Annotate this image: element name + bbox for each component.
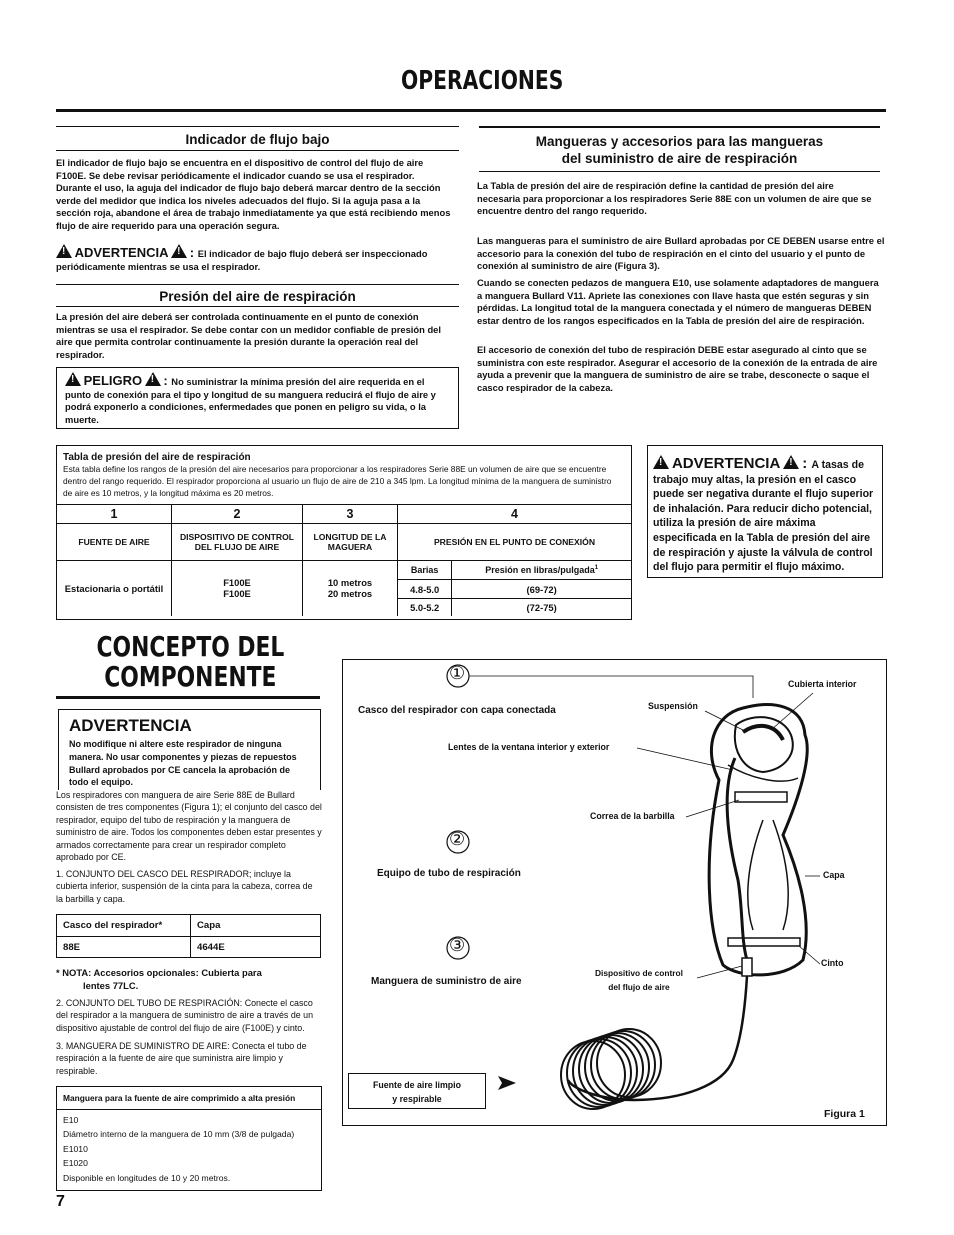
hose-box-line: E10: [63, 1115, 79, 1125]
hoses-heading-line: del suministro de aire de respiración: [561, 151, 798, 166]
warning-text-head: A tasas: [811, 459, 849, 471]
hoses-heading-line: Mangueras y accesorios para las mangueras: [535, 134, 824, 149]
pressure-table-desc: Esta tabla define los rangos de la presión del aire necesarios para proporcionar a los respiradores Serie 88E un volumen de aire que se encuentre dentro del rango requerido. El respirador proporciona al usuario un flujo de aire de 210 a 345 lpm. La longitud mínima de la manguera de suministro de aire es 10 metros, y la longitud máxima es 20 metros.: [63, 464, 612, 498]
section-rule: [56, 150, 459, 151]
concept-p2: 1. CONJUNTO DEL CASCO DEL RESPIRADOR; incluye la cubierta inferior, suspensión de la cinta para la cabeza, correa de la barbilla y capa.: [56, 869, 313, 904]
warning-icon: [56, 244, 72, 258]
low-flow-body: El indicador de flujo bajo se encuentra en el dispositivo de control del flujo de aire F100E. Se debe revisar periódicamente el indicador cuando se usa el respirador. Durante el uso, la aguja del indicador de flujo bajo deberá marcar dentro de la sección verde del medidor que indica los niveles adecuados del flujo. Si la aguja pasa a la sección roja, abandone el área de trabajo inmediatamente ya que está recibiendo menos flujo de aire requerido para una operación segura.: [56, 157, 451, 231]
hose-box-line: Disponible en longitudes de 10 y 20 metros.: [63, 1172, 231, 1183]
psi-value: (69-72): [452, 580, 631, 599]
concept-warning-box: [58, 709, 321, 790]
hoses-p1: La Tabla de presión del aire de respiración define la cantidad de presión del aire necesaria para proporcionar a los respiradores Serie 88E con un volumen de aire que se encuentre dentro del rango requerido.: [477, 180, 872, 217]
page-title: OPERACIONES: [401, 66, 564, 96]
section-rule: [56, 306, 459, 307]
col-number: 3: [303, 505, 398, 524]
helmet-table-value: 88E: [57, 937, 191, 958]
helmet-table-value: 4644E: [191, 937, 321, 958]
helmet-table-header: Casco del respirador*: [57, 915, 191, 937]
figure-caption: Figura 1: [824, 1108, 865, 1120]
warning-text: El indicador de bajo flujo deberá ser inspeccionado periódicamente mientras se usa el respirador.: [56, 248, 428, 272]
label-cubierta: Cubierta interior: [788, 679, 857, 689]
low-flow-heading: Indicador de flujo bajo: [185, 132, 330, 147]
danger-box: ! PELIGRO ! : No suministrar la mínima presión del aire requerida en el punto de conexión para el tipo y longitud de su manguera reducirá el flujo de aire y podrá exponerlo a condiciones, enfermedades que ponen en peligro su vida, o la muerte.: [56, 367, 459, 429]
concept-title-line: COMPONENTE: [103, 660, 277, 693]
sub-header: Presión en libras/pulgada$^1$: [452, 561, 631, 580]
note-line: * NOTA: Accesorios opcionales: Cubierta para: [56, 967, 262, 978]
concept-p1: Los respiradores con manguera de aire Serie 88E de Bullard consisten de tres componentes (Figura 1); el conjunto del casco del respirador, equipo del tubo de respiración y la manguera de suministro de aire. Todos los componentes deben estar presentes y armados correctamente para crear un respirador completo aprobado por CE.: [56, 790, 322, 863]
col-number: 1: [57, 505, 172, 524]
low-flow-warning: ! ADVERTENCIA ! : El indicador de bajo flujo deberá ser inspeccionado periódicamente mientras se usa el respirador.: [56, 244, 452, 273]
hose-box-line: Diámetro interno de la manguera de 10 mm (3/8 de pulgada): [63, 1129, 295, 1140]
warning-icon: [145, 372, 161, 386]
concept-note: [56, 967, 262, 992]
label-dispositivo: [595, 966, 683, 994]
label-fuente-box: [348, 1073, 486, 1109]
helmet-table-header: Capa: [191, 915, 321, 937]
label-lentes: Lentes de la ventana interior y exterior: [448, 742, 610, 752]
hoses-p2: Las mangueras para el suministro de aire Bullard aprobadas por CE DEBEN usarse entre el accesorio para la conexión del tubo de respiración en el cinto del usuario y el punto de conexión al suministro de aire (Figura 3).: [477, 235, 885, 272]
pressure-table: [57, 504, 631, 616]
psi-value: (72-75): [452, 599, 631, 616]
col-number: 2: [172, 505, 303, 524]
col-header: PRESIÓN EN EL PUNTO DE CONEXIÓN: [398, 524, 632, 561]
bar-value: 5.0-5.2: [398, 599, 452, 616]
concept-title-line: CONCEPTO DEL: [96, 630, 285, 663]
hose-box-title: Manguera para la fuente de aire comprimido a alta presión: [63, 1093, 296, 1103]
label-helmet: Casco del respirador con capa conectada: [358, 705, 556, 716]
hoses-heading: [479, 133, 880, 167]
col-number: 4: [398, 505, 632, 524]
label-correa: Correa de la barbilla: [590, 811, 675, 821]
length-value: 20 metros: [327, 588, 373, 600]
label-dispositivo-line: del flujo de aire: [608, 982, 670, 992]
length-cell: [303, 561, 398, 616]
concept-p3: 2. CONJUNTO DEL TUBO DE RESPIRACIÓN: Conecte el casco del respirador a la manguera de suministro de aire a través de un dispositivo ajustable de control del flujo de aire (F100E) y cinto.: [56, 998, 314, 1033]
air-source: Estacionaria o portátil: [57, 561, 172, 616]
helmet-table: [56, 914, 321, 958]
section-rule: [479, 126, 880, 128]
concept-title: [70, 632, 310, 692]
device-cell: [172, 561, 303, 616]
pressure-table-title: Tabla de presión del aire de respiración: [63, 452, 251, 463]
hose-box: [56, 1086, 322, 1191]
concept-p4: 3. MANGUERA DE SUMINISTRO DE AIRE: Conecta el tubo de respiración a la fuente de aire que suministra aire limpio y respirable.: [56, 1041, 307, 1076]
warning-box: ! ADVERTENCIA ! : A tasas de trabajo muy altas, la presión en el casco puede ser negativa durante el flujo superior de inhalación. Para reducir dicho potencial, utiliza la presión de aire máxima especificada en la Tabla de presión del aire de respiración y ajuste la válvula de control del flujo para permitir el flujo máximo.: [647, 445, 883, 578]
pressure-body: La presión del aire deberá ser controlada continuamente en el punto de conexión mientras se usa el respirador. Se debe contar con un medidor confiable de presión del aire que permita controlar continuamente la presión durante la operación real del respirador.: [56, 311, 442, 360]
figure-number-1: ①: [449, 663, 466, 683]
section-rule: [56, 126, 459, 127]
concept-rule: [56, 696, 320, 699]
warning-label: ADVERTENCIA: [74, 245, 169, 260]
sub-header: Barias: [398, 561, 452, 580]
pressure-heading: Presión del aire de respiración: [159, 289, 356, 304]
label-fuente-line: y respirable: [392, 1094, 442, 1104]
label-tube: Equipo de tubo de respiración: [377, 868, 521, 879]
concept-warning-label: ADVERTENCIA: [69, 716, 192, 735]
col-header: DISPOSITIVO DE CONTROL DEL FLUJO DE AIRE: [172, 524, 303, 561]
hose-box-line: E1010: [63, 1143, 88, 1154]
length-value: 10 metros: [327, 577, 373, 589]
warning-label: ADVERTENCIA: [671, 455, 781, 472]
danger-label: PELIGRO: [83, 373, 143, 388]
label-suspension: Suspensión: [648, 701, 698, 711]
page-number: 7: [56, 1193, 65, 1210]
section-rule: [479, 171, 880, 172]
col-header: LONGITUD DE LA MAGUERA: [303, 524, 398, 561]
danger-text: No suministrar la mínima presión del aire requerida en el punto de conexión para el tipo y longitud de su manguera reducirá el flujo de aire y podrá exponerlo a condiciones, enfermedades que ponen en peligro su vida, o la muerte.: [65, 376, 436, 425]
label-dispositivo-line: Dispositivo de control: [595, 968, 683, 978]
warning-text: de trabajo muy altas, la presión en el casco puede ser negativa durante el flujo superior de inhalación. Para reducir dicho potencial, utiliza la presión de aire máxima especificada en la Tabla de presión del aire de respiración y ajuste la válvula de control del flujo para permitir el flujo máximo.: [653, 459, 874, 574]
hoses-p3: Cuando se conecten pedazos de manguera E10, use solamente adaptadores de manguera a manguera Bullard V11. Apriete las conexiones con llave hasta que estén seguras y sin pérdidas. La longitud total de la manguera conectada y el número de mangueras DEBEN estar dentro de los rangos especificados en la Tabla de presión del aire de respiración.: [477, 277, 879, 326]
label-capa: Capa: [823, 870, 845, 880]
device-value: F100E: [223, 577, 251, 589]
pressure-table-box: [56, 445, 632, 620]
section-rule: [56, 284, 459, 285]
label-hose: Manguera de suministro de aire: [371, 976, 522, 987]
hoses-p4: El accesorio de conexión del tubo de respiración DEBE estar asegurado al cinto que se suministra con este respirador. Asegurar el accesorio de la conexión de la entrada de aire ayuda a prevenir que la manguera de suministro de aire se trabe, desconecte o saque el casco respirador de la cabeza.: [477, 344, 878, 393]
figure-number-3: ③: [449, 935, 466, 955]
device-value: F100E: [223, 588, 251, 600]
hose-box-line: E1020: [63, 1158, 88, 1169]
bar-value: 4.8-5.0: [398, 580, 452, 599]
figure-1: [342, 659, 887, 1126]
warning-icon: [65, 372, 81, 386]
concept-warning-text: No modifique ni altere este respirador de ninguna manera. No usar componentes y piezas de repuestos Bullard aprobados por CE cancela la aprobación de todo el equipo.: [69, 739, 297, 788]
col-header: FUENTE DE AIRE: [57, 524, 172, 561]
note-line: lentes 77LC.: [83, 979, 139, 991]
title-rule: [56, 109, 886, 112]
label-fuente-line: Fuente de aire limpio: [373, 1080, 461, 1090]
label-cinto: Cinto: [821, 958, 844, 968]
figure-drawing: [343, 660, 886, 1125]
warning-icon: [653, 455, 669, 469]
figure-number-2: ②: [449, 829, 466, 849]
warning-icon: [171, 244, 187, 258]
warning-icon: [783, 455, 799, 469]
